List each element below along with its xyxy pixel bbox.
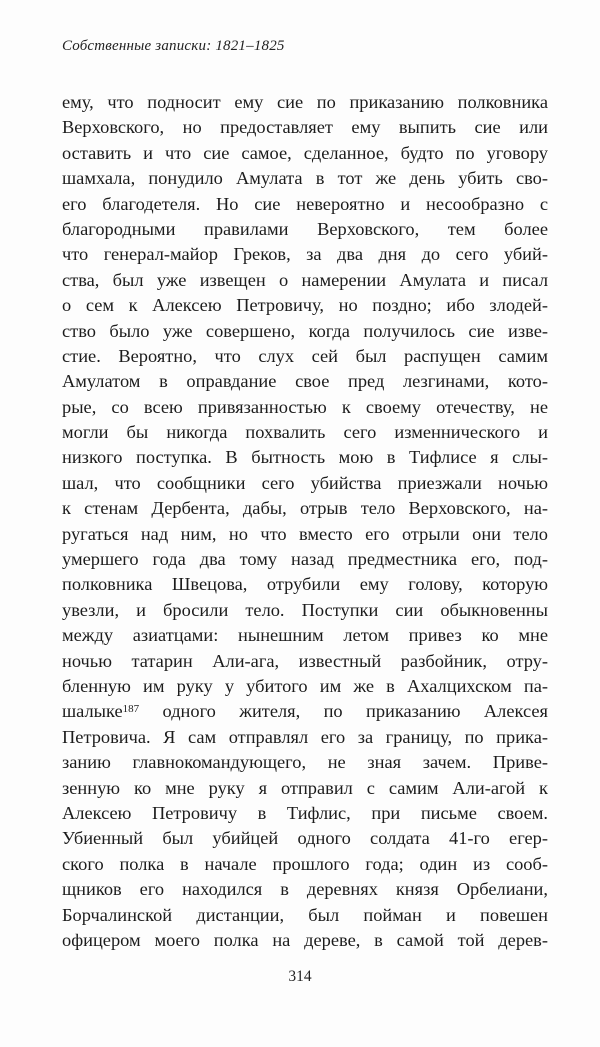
- body-text: [62, 90, 548, 953]
- text-line: Верховского, но предоставляет ему выпить сие или: [62, 117, 548, 138]
- text-line: о сем к Алексею Петровичу, но поздно; ибо злодей-: [62, 295, 548, 316]
- footnote-line-post: одного жителя, по приказанию Алексея: [139, 701, 548, 722]
- text-line: к стенам Дербента, дабы, отрыв тело Верховского, на-: [62, 498, 548, 519]
- text-line: ство было уже совершено, когда получилось сие изве-: [62, 320, 548, 341]
- text-line: щников его находился в деревнях князя Орбелиани,: [62, 879, 548, 900]
- footnote-line-pre: шалыке: [62, 701, 123, 722]
- text-line: благородными правилами Верховского, тем более: [62, 218, 548, 239]
- text-line: стие. Вероятно, что слух сей был распущен самим: [62, 345, 548, 366]
- footnote-ref: 187: [122, 703, 140, 716]
- text-line: ему, что подносит ему сие по приказанию полковника: [62, 92, 548, 112]
- text-line: занию главнокомандующего, не зная зачем. Приве-: [62, 752, 548, 773]
- text-line: рые, со всею привязанностью к своему отечеству, не: [62, 396, 548, 417]
- text-line: что генерал-майор Греков, за два дня до сего убий-: [62, 244, 548, 265]
- text-line: могли бы никогда похвалить сего изменнического и: [62, 422, 548, 443]
- text-line: Убиенный был убийцей одного солдата 41-го егер-: [62, 828, 548, 849]
- text-line: зенную ко мне руку я отправил с самим Али-агой к: [62, 777, 548, 798]
- text-line: офицером моего полка на дереве, в самой той дерев-: [62, 929, 548, 950]
- text-line: Амулатом в оправдание свое пред лезгинами, кото-: [62, 371, 548, 392]
- text-line: между азиатцами: нынешним летом привез ко мне: [62, 625, 548, 646]
- text-line: его благодетеля. Но сие невероятно и несообразно с: [62, 193, 548, 214]
- text-line-with-footnote: [62, 699, 548, 724]
- text-line: увезли, и бросили тело. Поступки сии обыкновенны: [62, 599, 548, 620]
- text-line: Алексею Петровичу в Тифлис, при письме своем.: [62, 802, 548, 823]
- running-header: Собственные записки: 1821–1825: [62, 38, 285, 54]
- text-line: ского полка в начале прошлого года; один из сооб-: [62, 853, 548, 874]
- text-line: ночью татарин Али-ага, известный разбойник, отру-: [62, 650, 548, 671]
- text-line: бленную им руку у убитого им же в Ахалцихском па-: [62, 675, 548, 696]
- page-number: 314: [288, 968, 312, 985]
- text-line: шал, что сообщники сего убийства приезжали ночью: [62, 472, 548, 493]
- text-line: умершего года два тому назад предместника его, под-: [62, 549, 548, 570]
- text-line: шамхала, понудило Амулата в тот же день убить сво-: [62, 168, 548, 189]
- text-line: низкого поступка. В бытность мою в Тифлисе я слы-: [62, 447, 548, 468]
- text-line: ства, был уже извещен о намерении Амулата и писал: [62, 269, 548, 290]
- text-line: ругаться над ним, но что вместо его отрыли они тело: [62, 523, 548, 544]
- text-line: Борчалинской дистанции, был пойман и повешен: [62, 904, 548, 925]
- text-line: оставить и что сие самое, сделанное, будто по уговору: [62, 142, 548, 163]
- text-line: полковника Швецова, отрубили ему голову, которую: [62, 574, 548, 595]
- text-line: Петровича. Я сам отправлял его за границу, по прика-: [62, 726, 548, 747]
